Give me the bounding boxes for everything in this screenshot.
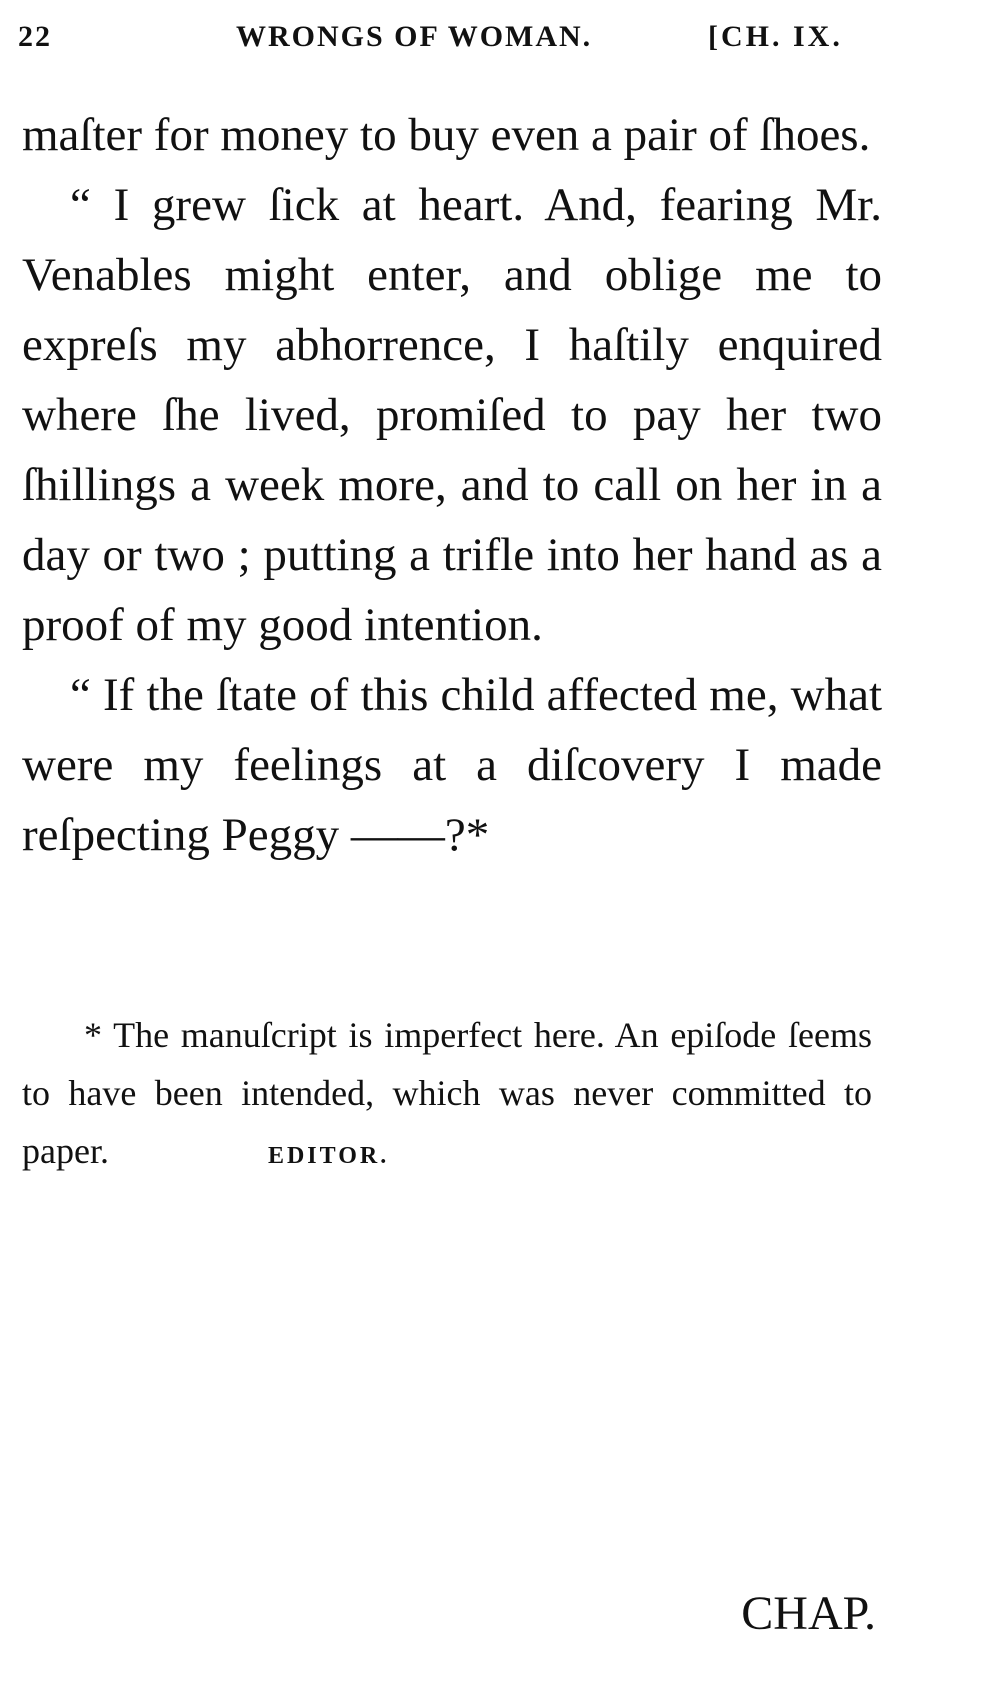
footnote bbox=[22, 1006, 872, 1185]
page-number: 22 bbox=[18, 20, 52, 53]
body-text bbox=[22, 100, 882, 870]
paragraph-continuation: maſter for money to buy even a pair of ſhoes. bbox=[22, 109, 871, 161]
footnote-signature: EDITOR. bbox=[267, 1143, 390, 1169]
chapter-marker: [CH. IX. bbox=[708, 20, 843, 53]
catchword: CHAP. bbox=[741, 1587, 876, 1640]
paragraph: “ I grew ſick at heart. And, fearing Mr. Venables might enter, and oblige me to expreſs my abhorrence, I haſtily enquired where ſhe lived, promiſed to pay her two ſhillings a week more, and to call on her in a day or two ; putting a trifle into her hand as a proof of my good intention. bbox=[22, 179, 882, 651]
footnote-text: * The manuſcript is imperfect here. An epiſode ſeems to have been intended, which was never committed to paper. bbox=[22, 1015, 872, 1171]
paragraph: “ If the ſtate of this child affected me, what were my feelings at a diſcovery I made reſpecting Peggy ——?* bbox=[22, 669, 882, 861]
running-head bbox=[18, 20, 938, 60]
running-title: WRONGS OF WOMAN. bbox=[236, 20, 593, 53]
